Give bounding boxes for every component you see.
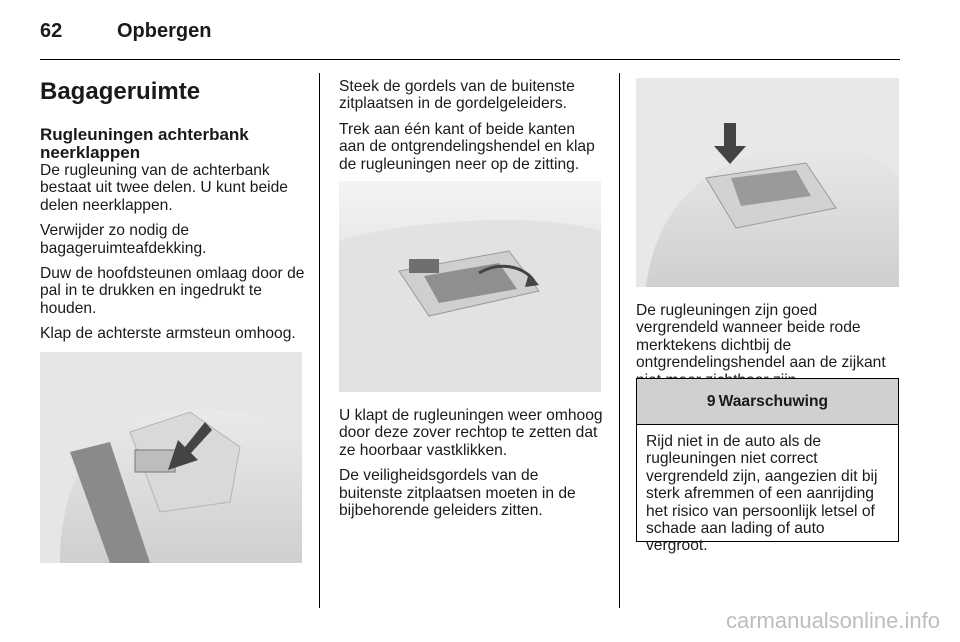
col1-paragraph-4: Klap de achterste armsteun omhoog. bbox=[40, 325, 296, 343]
warning-triangle-icon: 9 bbox=[706, 392, 716, 410]
col1-paragraph-3: Duw de hoofdsteunen omlaag door de pal in te drukken en ingedrukt te houden. bbox=[40, 265, 305, 317]
page-number: 62 bbox=[40, 20, 63, 42]
header-rule bbox=[40, 59, 900, 60]
col2-paragraph-4: De veiligheidsgordels van de buitenste zitplaatsen moeten in de bijbehorende geleiders zitten. bbox=[339, 467, 576, 520]
headrest-illustration bbox=[40, 352, 302, 563]
col2-paragraph-1: Steek de gordels van de buitenste zitplaatsen in de gordelgeleiders. bbox=[339, 78, 575, 113]
column-divider-1 bbox=[319, 73, 320, 608]
watermark: carmanualsonline.info bbox=[725, 608, 940, 633]
warning-title: Waarschuwing bbox=[718, 392, 829, 410]
col1-paragraph-2: Verwijder zo nodig de bagageruimteafdekking. bbox=[40, 222, 207, 257]
column-divider-2 bbox=[619, 73, 620, 608]
warning-box bbox=[636, 378, 899, 555]
column-1 bbox=[40, 126, 305, 351]
col3-paragraph: De rugleuningen zijn goed vergrendeld wanneer beide rode merktekens dichtbij de ontgrendelingshendel aan de zijkant bbox=[636, 302, 886, 372]
warning-text: Rijd niet in de auto als de rugleuningen niet correct vergrendeld zijn, aangezien dit bij sterk afremmen of een aanrijding het risico van persoonlijk letsel of schade aan lading of auto vergroot. bbox=[646, 433, 878, 555]
illus-2-lever bbox=[409, 259, 439, 273]
section-title: Bagageruimte bbox=[40, 78, 201, 105]
chapter-title: Opbergen bbox=[117, 20, 212, 42]
column-2-bottom bbox=[339, 407, 604, 527]
release-lever-illustration bbox=[339, 181, 601, 392]
col2-paragraph-3: U klapt de rugleuningen weer omhoog door deze zover rechtop te zetten dat ze hoorbaar vastklikken. bbox=[339, 407, 603, 459]
column-2-top bbox=[339, 78, 604, 181]
subsection-title: Rugleuningen achterbank neerklappen bbox=[40, 125, 249, 162]
warning-header bbox=[637, 379, 898, 425]
lock-indicator-illustration bbox=[636, 78, 899, 287]
col1-paragraph-1: De rugleuning van de achterbank bestaat uit twee delen. U kunt beide delen neerklappen. bbox=[40, 162, 288, 214]
col2-paragraph-2: Trek aan één kant of beide kanten aan de ontgrendelingshendel en klap de rugleuningen neer op de zitting. bbox=[339, 120, 595, 173]
